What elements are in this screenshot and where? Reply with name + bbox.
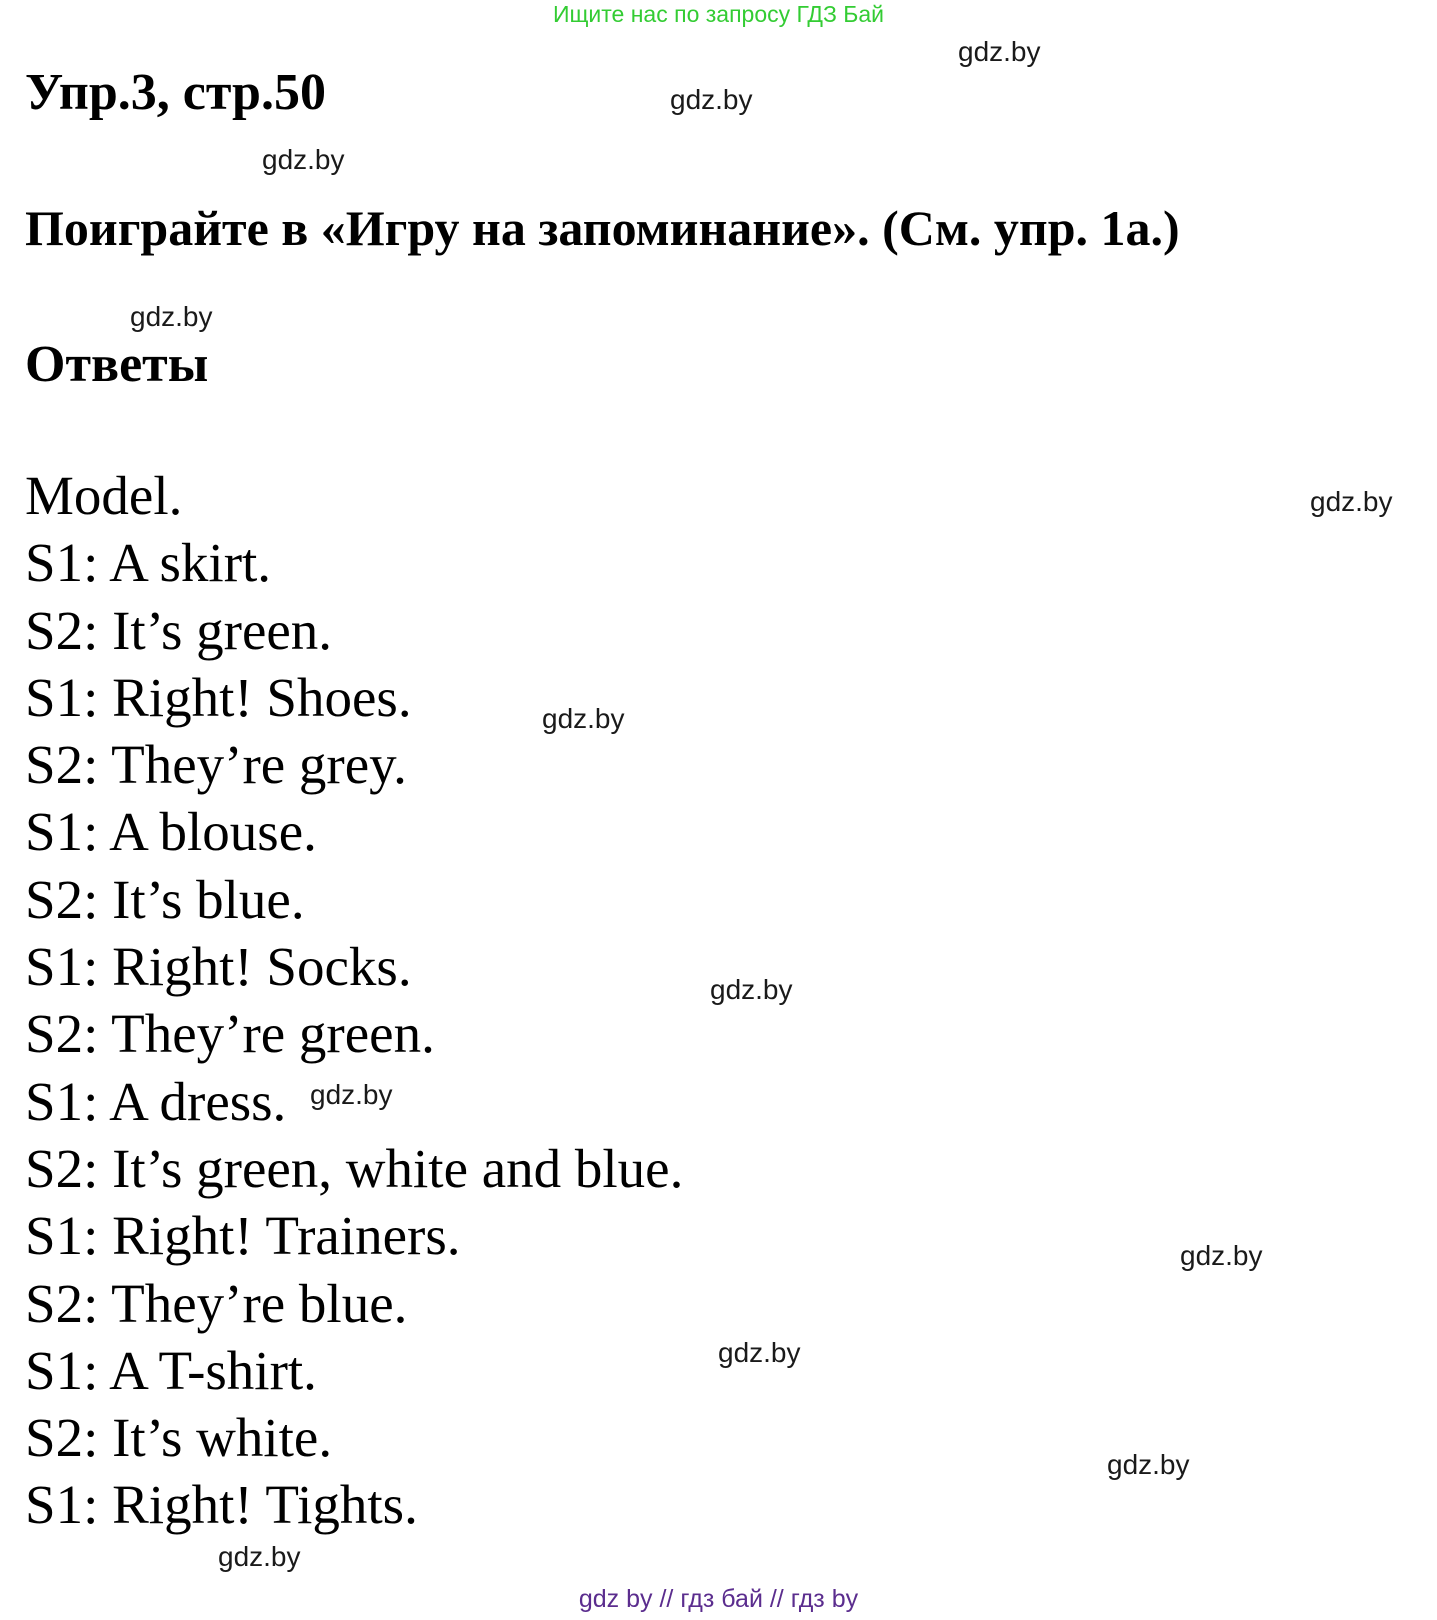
watermark: gdz.by [310,1079,393,1110]
dialogue-line: S1: A blouse. [25,801,317,863]
dialogue-line: S1: Right! Tights. [25,1474,418,1536]
dialogue-line: S2: They’re blue. [25,1272,408,1334]
dialogue-line: S2: It’s green, white and blue. [25,1137,684,1199]
dialogue-line: S1: Right! Socks. [25,936,412,998]
watermark: gdz.by [1107,1449,1190,1480]
watermark: gdz.by [1180,1240,1263,1271]
dialogue-line: S2: It’s blue. [25,868,305,930]
dialogue-line: S1: A T-shirt. [25,1339,317,1401]
watermark: gdz.by [1310,486,1393,517]
dialogue-line: S2: They’re grey. [25,734,407,796]
watermark: gdz.by [718,1337,801,1368]
exercise-title: Упр.3, стр.50 [25,64,326,121]
dialogue-line: S1: Right! Trainers. [25,1205,461,1267]
dialogue-line: S2: It’s green. [25,599,333,661]
dialogue-line: S2: It’s white. [25,1407,333,1469]
top-banner-link[interactable]: Ищите нас по запросу ГДЗ Бай [552,1,885,27]
answers-title: Ответы [25,336,209,393]
watermark: gdz.by [542,703,625,734]
watermark: gdz.by [130,301,213,332]
dialogue-line: S1: A dress. [25,1070,287,1132]
dialogue-line: S1: A skirt. [25,532,272,594]
dialogue-line: S1: Right! Shoes. [25,666,412,728]
footer-links[interactable]: gdz by // гдз бай // гдз by [578,1585,859,1613]
watermark: gdz.by [710,974,793,1005]
watermark: gdz.by [262,144,345,175]
dialogue-list [25,462,683,1539]
task-text: Поиграйте в «Игру на запоминание». (См. упр. 1а.) [25,200,1180,256]
dialogue-line: Model. [25,465,183,526]
watermark: gdz.by [670,84,753,115]
dialogue-line: S2: They’re green. [25,1003,435,1065]
watermark: gdz.by [218,1541,301,1572]
watermark: gdz.by [958,36,1041,67]
